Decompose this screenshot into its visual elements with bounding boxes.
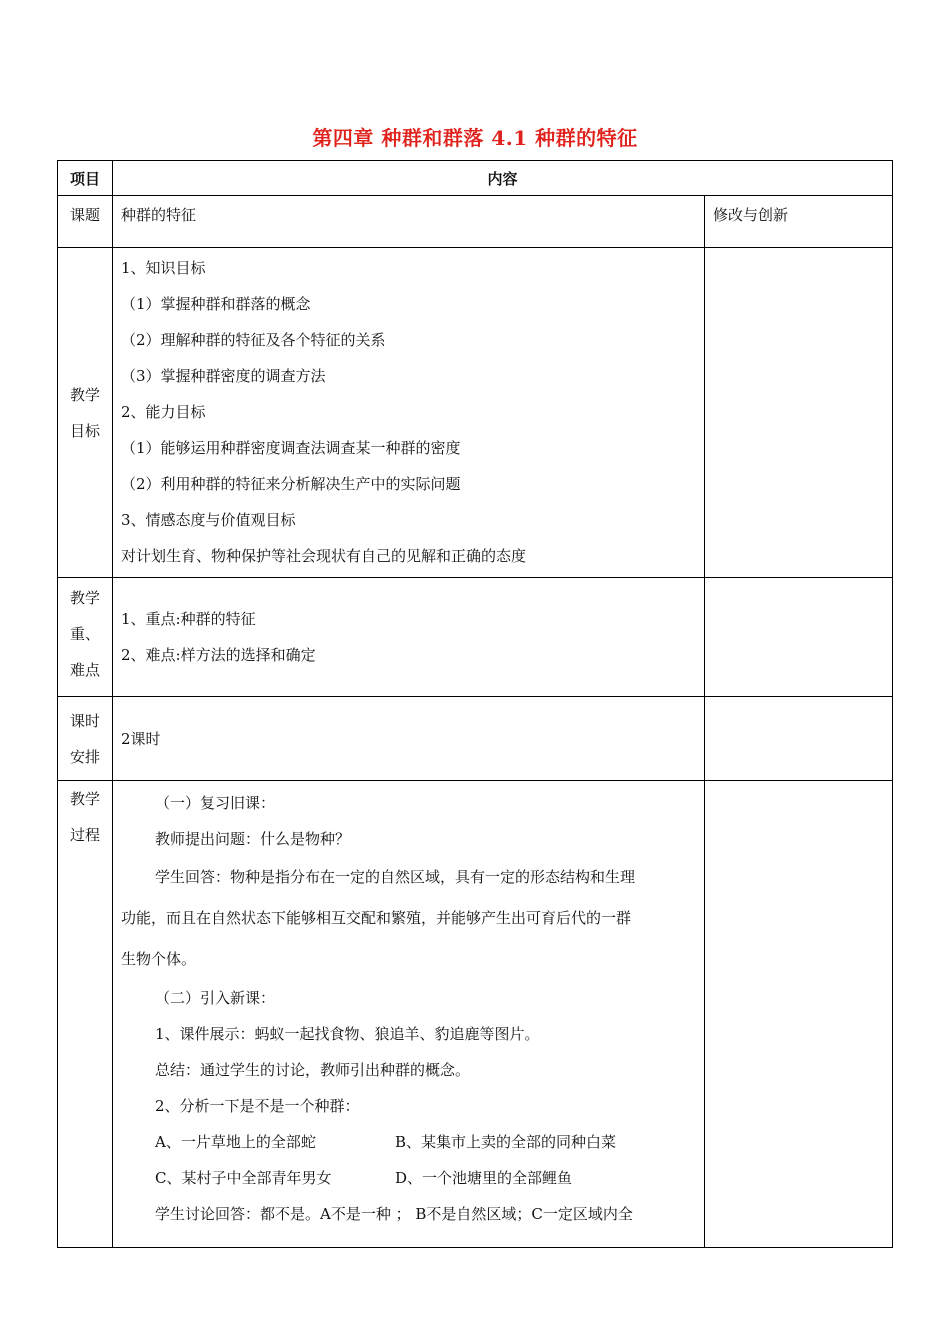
label-topic: 课题 [58,196,113,248]
teaching-process-content [113,781,705,1248]
goal-line: （1）能够运用种群密度调查法调查某一种群的密度 [121,439,461,457]
process-summary: 总结：通过学生的讨论，教师引出种群的概念。 [155,1061,471,1079]
student-answer-line: 学生回答：物种是指分布在一定的自然区域，具有一定的形态结构和生理 [155,868,636,886]
revision-cell [704,697,892,781]
process-item-2: 2、分析一下是不是一个种群： [155,1097,360,1115]
row-topic [58,196,893,248]
lesson-plan-table [57,160,893,1248]
option-a: A、一片草地上的全部蛇 [155,1133,316,1151]
option-d: D、一个池塘里的全部鲤鱼 [395,1169,573,1187]
intro-title: （二）引入新课： [155,989,276,1007]
label-key-points: 教学 重、 难点 [58,578,113,697]
topic-content: 种群的特征 [113,196,705,248]
header-content: 内容 [113,161,893,196]
options-row-ab [121,1124,696,1160]
goal-line: 1、知识目标 [121,259,206,277]
teaching-goals-content [113,248,705,578]
revision-cell [704,248,892,578]
goal-line: 对计划生育、物种保护等社会现状有自己的见解和正确的态度 [121,547,527,565]
label-teaching-goals: 教学 目标 [58,248,113,578]
row-teaching-goals [58,248,893,578]
key-point-line: 2、难点:样方法的选择和确定 [121,646,316,664]
page-title: 第四章 种群和群落 4.1 种群的特征 [312,126,638,150]
goal-line: （2）理解种群的特征及各个特征的关系 [121,331,386,349]
goal-line: （3）掌握种群密度的调查方法 [121,367,326,385]
options-row-cd [121,1160,696,1196]
label-class-hours: 课时 安排 [58,697,113,781]
revision-cell [704,781,892,1248]
goal-line: 2、能力目标 [121,403,206,421]
row-key-points [58,578,893,697]
goal-line: 3、情感态度与价值观目标 [121,511,296,529]
header-row [58,161,893,196]
row-class-hours [58,697,893,781]
revision-note-heading: 修改与创新 [704,196,892,248]
goal-line: （2）利用种群的特征来分析解决生产中的实际问题 [121,475,461,493]
teacher-question: 教师提出问题：什么是物种？ [155,830,351,848]
revision-cell [704,578,892,697]
key-points-content [113,578,705,697]
option-b: B、某集市上卖的全部的同种白菜 [395,1133,617,1151]
student-answer-line: 生物个体。 [121,950,197,968]
key-point-line: 1、重点:种群的特征 [121,610,256,628]
goal-line: （1）掌握种群和群落的概念 [121,295,311,313]
row-teaching-process [58,781,893,1248]
process-item-1: 1、课件展示：蚂蚁一起找食物、狼追羊、豹追鹿等图片。 [155,1025,540,1043]
student-discussion: 学生讨论回答：都不是。A不是一种 ； B不是自然区域；C一定区域内全 [155,1205,633,1223]
label-teaching-process: 教学 过程 [58,781,113,1248]
header-item: 项目 [58,161,113,196]
class-hours-content: 2课时 [113,697,705,781]
review-title: （一）复习旧课： [155,794,276,812]
option-c: C、某村子中全部青年男女 [155,1169,332,1187]
student-answer-line: 功能，而且在自然状态下能够相互交配和繁殖，并能够产生出可育后代的一群 [121,909,632,927]
